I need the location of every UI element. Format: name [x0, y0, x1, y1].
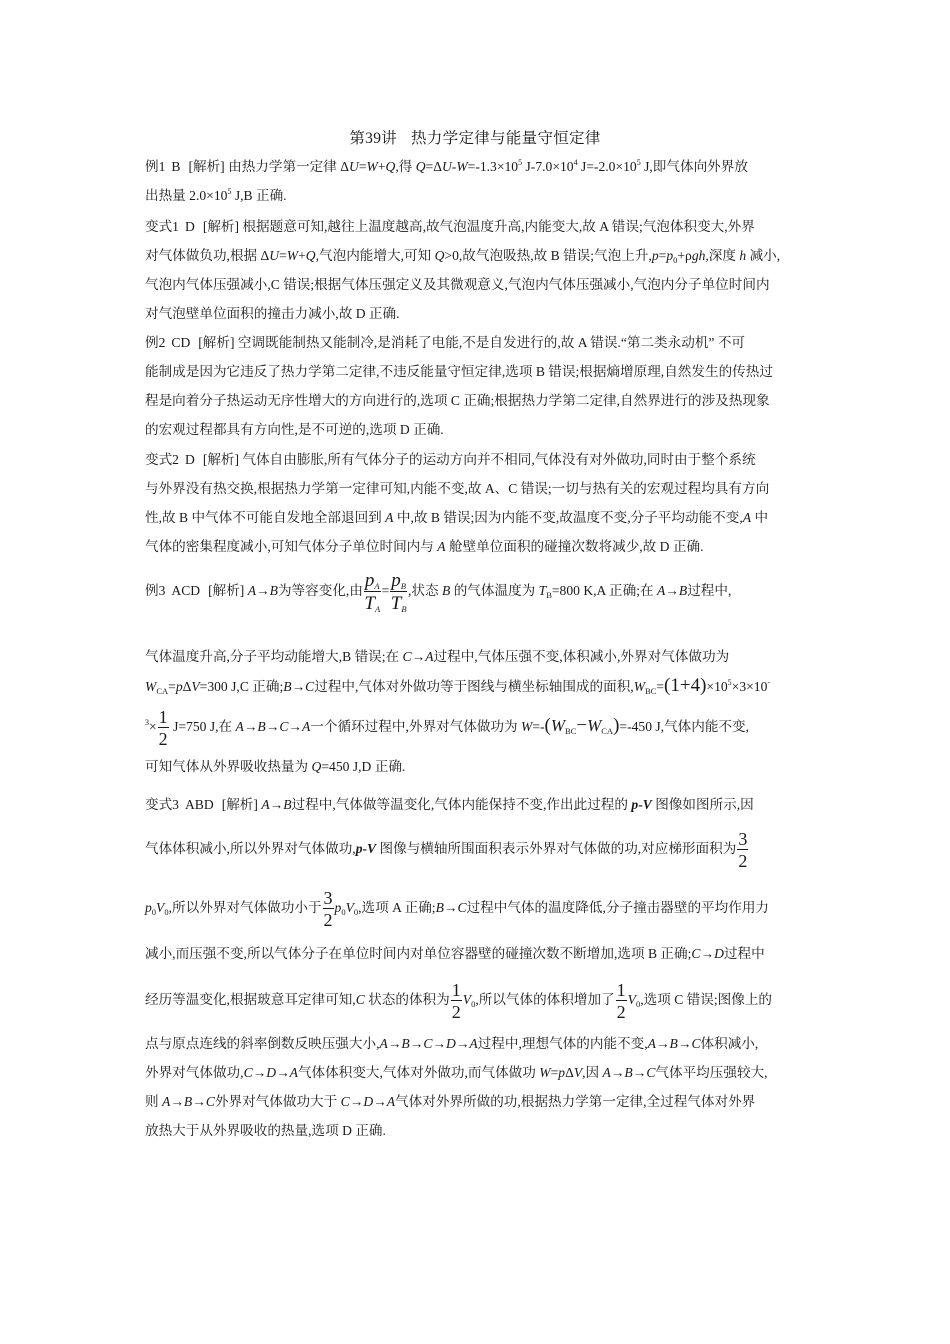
- text-fragment: J=750 J,在: [169, 719, 236, 734]
- text-fragment: p: [334, 900, 342, 915]
- text-fragment: →: [256, 583, 270, 598]
- text-fragment: V: [462, 992, 472, 1007]
- text-fragment: p: [355, 841, 363, 856]
- text-fragment: p: [145, 900, 152, 915]
- text-fragment: B: [401, 1036, 410, 1051]
- text-fragment: 3: [323, 887, 333, 908]
- text-fragment: =450 J,D 正确.: [321, 759, 406, 774]
- text-line: [145, 212, 805, 241]
- text-fragment: →: [243, 719, 258, 734]
- text-fragment: 气体平均压强较大,: [655, 1065, 768, 1080]
- text-fragment: C: [205, 1094, 215, 1109]
- text-fragment: A: [374, 580, 380, 591]
- text-fragment: 1+4: [670, 675, 701, 696]
- text-fragment: →: [700, 946, 715, 961]
- text-fragment: C: [355, 992, 365, 1007]
- page-title: [0, 126, 950, 148]
- text-fragment: p: [391, 569, 401, 591]
- text-line: [145, 474, 805, 503]
- text-fragment: C: [243, 1065, 253, 1080]
- text-fragment: A: [647, 1036, 656, 1051]
- text-fragment: =300 J,C 正确;: [199, 679, 284, 694]
- text-fragment: p: [666, 248, 674, 263]
- text-fragment: C: [646, 1065, 656, 1080]
- item-answer: CD: [171, 335, 191, 350]
- text-fragment: 一个循环过程中,外界对气体做功为: [310, 719, 521, 734]
- text-fragment: A: [235, 719, 244, 734]
- text-fragment: 2: [323, 909, 333, 930]
- text-fragment: 过程中,气体对外做功等于图线与横坐标轴围成的面积,: [314, 679, 634, 694]
- text-fragment: C: [691, 946, 701, 961]
- text-fragment: J=-2.0×10: [577, 159, 637, 174]
- text-fragment: A: [602, 1065, 611, 1080]
- text-fragment: A: [437, 539, 446, 554]
- variant-3: [145, 790, 805, 1145]
- text-line: [145, 532, 805, 561]
- text-fragment: 中: [751, 510, 769, 525]
- text-fragment: 1: [158, 706, 168, 727]
- text-fragment: →: [276, 1065, 290, 1080]
- text-fragment: ×: [149, 719, 157, 734]
- text-line: [145, 790, 805, 819]
- text-fragment: C: [691, 1036, 701, 1051]
- text-fragment: V: [627, 992, 636, 1007]
- text-fragment: 的宏观过程都具有方向性,是不可逆的,选项 D 正确.: [145, 422, 444, 437]
- text-fragment: 过程中,: [687, 583, 732, 598]
- item-label: 变式2: [145, 452, 179, 467]
- text-fragment: W: [456, 159, 468, 174]
- text-fragment: →: [288, 719, 302, 734]
- fraction-one-half: [616, 981, 627, 1021]
- text-fragment: BC: [645, 686, 657, 696]
- text-fragment: 5: [727, 678, 732, 687]
- item-label: 变式3: [145, 797, 179, 812]
- text-fragment: ,因: [582, 1065, 603, 1080]
- text-fragment: C: [279, 719, 289, 734]
- text-fragment: 的气体温度为: [450, 583, 539, 598]
- text-fragment: →: [349, 1094, 364, 1109]
- text-fragment: 5: [518, 158, 523, 167]
- text-fragment: [解析] 气体自由膨胀,所有气体分子的运动方向并不相同,气体没有对外做功,同时由于整个系统: [202, 452, 756, 467]
- text-fragment: −: [576, 715, 588, 736]
- text-fragment: B: [441, 583, 451, 598]
- text-line: $^3$× $\frac{1}{2}$ J=750 J,在 A→B→C→A一个循环过程中,外界对气体做功为 $W=-(W_{BC}-W_{CA})=-450$ J,气体内能不变,: [145, 706, 750, 749]
- text-fragment: ×3×10: [731, 679, 768, 694]
- fraction-one-half: [451, 981, 462, 1021]
- text-fragment: Q: [434, 248, 445, 263]
- text-fragment: =800 K,A 正确;在: [551, 583, 657, 598]
- text-fragment: 中,故 B 错误;因为内能不变,故温度不变,分子平均动能不变,: [393, 510, 743, 525]
- text-fragment: 气泡内气体压强减小,C 错误;根据气体压强定义及其微观意义,气泡内气体压强减小,气泡内分子单位时间内: [145, 277, 770, 292]
- text-fragment: p: [631, 797, 639, 812]
- text-fragment: 性,故 B 中气体不可能自发地全部退回到: [145, 510, 386, 525]
- text-fragment: >0,故气泡吸热,故 B 错误;气泡上升,: [444, 248, 652, 263]
- text-fragment: B: [283, 679, 292, 694]
- text-line: [145, 1058, 805, 1087]
- text-fragment: ,所以气体的体积增加了: [475, 992, 615, 1007]
- text-fragment: T: [364, 592, 375, 614]
- text-fragment: 对气泡壁单位面积的撞击力减小,故 D 正确.: [145, 306, 400, 321]
- text-line: [145, 568, 805, 614]
- text-fragment: [解析]: [208, 583, 248, 598]
- text-line: [145, 241, 805, 270]
- text-fragment: 0: [673, 255, 678, 265]
- item-answer: ABD: [184, 797, 214, 812]
- text-fragment: V: [345, 900, 354, 915]
- text-fragment: A: [385, 510, 394, 525]
- lecture-topic: 热力学定律与能量守恒定律: [411, 130, 601, 147]
- text-fragment: =-: [532, 719, 545, 734]
- text-fragment: 减小,: [746, 248, 781, 263]
- text-fragment: =Δ: [425, 159, 442, 174]
- text-fragment: 放热大于从外界吸收的热量,选项 D 正确.: [145, 1123, 386, 1138]
- text-fragment: W: [366, 159, 378, 174]
- text-fragment: =-1.3×10: [467, 159, 519, 174]
- text-fragment: →: [170, 1094, 184, 1109]
- text-fragment: W: [539, 1065, 551, 1080]
- item-answer: B: [171, 159, 181, 174]
- text-fragment: 0: [164, 907, 169, 917]
- text-fragment: =-450 J,气体内能不变,: [619, 719, 750, 734]
- fraction-one-half: [158, 708, 169, 748]
- text-fragment: 出热量 2.0×10: [145, 188, 228, 203]
- text-fragment: 可知气体从外界吸收热量为: [145, 759, 312, 774]
- example-3-continued: [145, 642, 805, 781]
- example-3: [145, 568, 805, 614]
- text-fragment: B: [269, 583, 278, 598]
- text-fragment: ,选项 A 正确;: [358, 900, 436, 915]
- text-line: [145, 879, 805, 937]
- text-fragment: CA: [156, 686, 169, 696]
- fraction-pb-tb: [390, 571, 407, 613]
- text-fragment: B: [401, 603, 407, 614]
- text-fragment: V: [642, 797, 652, 812]
- text-fragment: B: [183, 1094, 193, 1109]
- item-label: 例2: [145, 335, 166, 350]
- text-line: [145, 752, 805, 781]
- text-fragment: A: [374, 603, 381, 614]
- text-fragment: =: [550, 1065, 559, 1080]
- text-fragment: [解析]: [221, 797, 262, 812]
- text-fragment: 气体的密集程度减小,可知气体分子单位时间内与: [145, 539, 438, 554]
- text-fragment: C: [402, 649, 412, 664]
- text-line: [145, 386, 805, 415]
- text-fragment: V: [367, 841, 377, 856]
- variant-2: [145, 445, 805, 561]
- text-fragment: [解析] 由热力学第一定律 Δ: [188, 159, 349, 174]
- text-line: [145, 1029, 805, 1058]
- text-fragment: 对气体做负功,根据 Δ: [145, 248, 270, 263]
- text-fragment: A: [656, 583, 666, 598]
- text-fragment: J,即气体向外界放: [640, 159, 748, 174]
- text-line: [145, 270, 805, 299]
- text-fragment: 与外界没有热交换,根据热力学第一定律可知,内能不变,故 A、C 错误;一切与热有关的宏观过程均具有方向: [145, 481, 770, 496]
- text-fragment: +: [377, 159, 386, 174]
- text-fragment: →: [411, 649, 426, 664]
- text-line: [145, 357, 805, 386]
- text-fragment: p: [364, 569, 375, 591]
- text-fragment: 为等容变化,由: [277, 583, 363, 598]
- text-fragment: →: [443, 900, 458, 915]
- text-fragment: =: [168, 679, 176, 694]
- text-fragment: 外界对气体做功,: [145, 1065, 244, 1080]
- text-fragment: A: [425, 649, 434, 664]
- text-fragment: -: [362, 841, 368, 856]
- text-fragment: A: [386, 1094, 396, 1109]
- text-fragment: 图像如图所示,因: [651, 797, 754, 812]
- text-fragment: U: [349, 159, 359, 174]
- text-fragment: D: [266, 1065, 277, 1080]
- text-fragment: 3: [145, 718, 149, 727]
- text-fragment: A: [261, 797, 270, 812]
- text-line: [145, 1087, 805, 1116]
- text-fragment: ,状态: [408, 583, 442, 598]
- text-line: [145, 415, 805, 444]
- text-line: [145, 819, 805, 879]
- text-fragment: ,选项 C 错误;图像上的: [640, 992, 773, 1007]
- text-line: [145, 1116, 805, 1145]
- text-fragment: A: [301, 719, 311, 734]
- text-fragment: 5: [227, 187, 232, 196]
- text-fragment: V: [156, 900, 165, 915]
- text-fragment: 0: [471, 999, 476, 1009]
- text-line: [145, 152, 805, 181]
- text-fragment: B: [435, 900, 444, 915]
- text-fragment: 1: [451, 979, 461, 1000]
- text-fragment: A: [742, 510, 752, 525]
- text-fragment: 0: [353, 907, 359, 917]
- text-fragment: →: [373, 1094, 387, 1109]
- text-fragment: 过程中,气体压强不变,体积减小,外界对气体做功为: [433, 649, 730, 664]
- text-fragment: [解析] 空调既能制热又能制冷,是消耗了电能,不是自发进行的,故 A 错误.“第二类永动机” 不可: [198, 335, 746, 350]
- text-fragment: →: [192, 1094, 206, 1109]
- text-fragment: 图像与横轴所围面积表示外界对气体做的功,对应梯形面积为: [376, 841, 737, 856]
- fraction-three-halves: [737, 830, 748, 870]
- text-fragment: 状态的体积为: [364, 992, 450, 1007]
- item-answer: D: [184, 452, 195, 467]
- text-fragment: →: [655, 1036, 670, 1051]
- text-fragment: =: [656, 679, 665, 694]
- text-fragment: B: [546, 590, 552, 600]
- text-fragment: ×10: [706, 679, 728, 694]
- text-fragment: 过程中气体的温度降低,分子撞击器壁的平均作用力: [466, 900, 770, 915]
- text-fragment: 点与原点连线的斜率倒数反映压强大小,: [145, 1036, 380, 1051]
- text-fragment: 体积减小,: [700, 1036, 759, 1051]
- text-fragment: T: [538, 583, 547, 598]
- text-line: [145, 181, 805, 210]
- text-fragment: D: [714, 946, 724, 961]
- text-fragment: ,得: [395, 159, 416, 174]
- text-fragment: 2: [158, 728, 168, 749]
- text-fragment: 5: [636, 158, 641, 167]
- text-fragment: →: [265, 719, 280, 734]
- text-fragment: 过程中,气体做等温变化,气体内能保持不变,作出此过程的: [291, 797, 632, 812]
- text-fragment: C: [423, 1036, 433, 1051]
- text-fragment: 经历等温变化,根据玻意耳定律可知,: [145, 992, 356, 1007]
- text-fragment: h: [739, 248, 747, 263]
- text-fragment: gh: [691, 248, 706, 263]
- text-fragment: 气体对外界所做的功,根据热力学第一定律,全过程气体对外界: [395, 1094, 756, 1109]
- text-fragment: →: [610, 1065, 625, 1080]
- text-fragment: Q: [385, 159, 396, 174]
- text-line: [145, 503, 805, 532]
- text-fragment: U: [441, 159, 452, 174]
- text-fragment: =: [381, 583, 390, 598]
- text-fragment: W: [521, 719, 533, 734]
- text-fragment: C: [457, 900, 467, 915]
- text-fragment: →: [269, 797, 284, 812]
- text-fragment: →: [677, 1036, 692, 1051]
- text-fragment: 过程中,理想气体的内能不变,: [477, 1036, 648, 1051]
- text-fragment: BC: [565, 726, 577, 736]
- text-fragment: W: [587, 716, 602, 735]
- text-fragment: A: [379, 1036, 388, 1051]
- text-fragment: V: [191, 679, 200, 694]
- text-fragment: 程是向着分子热运动无序性增大的方向进行的,选项 C 正确;根据热力学第二定律,自然界进行的涉及热现象: [145, 393, 770, 408]
- text-fragment: 2: [451, 1001, 461, 1022]
- text-fragment: 外界对气体做功大于: [214, 1094, 341, 1109]
- text-fragment: C: [305, 679, 315, 694]
- text-line: $W_{CA}=p\Delta V=300$ J,C 正确;B→C过程中,气体对外做功等于图线与横坐标轴围成的面积$,W_{BC}=(1+4)\times 10^5\times 3\times 10^-$: [145, 675, 771, 696]
- text-fragment: 0: [635, 999, 641, 1009]
- text-fragment: A: [469, 1036, 478, 1051]
- text-line: [145, 971, 805, 1029]
- text-fragment: →: [387, 1036, 402, 1051]
- text-fragment: 3: [738, 828, 748, 849]
- text-fragment: U: [269, 248, 280, 263]
- text-fragment: J-7.0×10: [522, 159, 574, 174]
- text-fragment: →: [665, 583, 679, 598]
- text-fragment: p: [651, 248, 659, 263]
- text-fragment: 舱壁单位面积的碰撞次数将减少,故 D 正确.: [445, 539, 704, 554]
- fraction-three-halves: [323, 889, 334, 929]
- text-fragment: B: [624, 1065, 633, 1080]
- item-answer: D: [184, 219, 195, 234]
- text-fragment: 气体温度升高,分子平均动能增大,B 错误;在: [145, 649, 403, 664]
- text-fragment: B: [678, 583, 688, 598]
- text-line: [145, 445, 805, 474]
- text-fragment: 4: [573, 158, 578, 167]
- text-fragment: 气体体积变大,气体对外做功,而气体做功: [297, 1065, 540, 1080]
- text-fragment: A: [247, 583, 257, 598]
- text-fragment: 气体体积减小,所以外界对气体做功,: [145, 841, 356, 856]
- text-fragment: [解析] 根据题意可知,越往上温度越高,故气泡温度升高,内能变大,故 A 错误;气泡体积变大,外界: [202, 219, 755, 234]
- text-line: [145, 299, 805, 328]
- item-label: 例1: [145, 159, 166, 174]
- text-fragment: Q: [305, 248, 316, 263]
- text-fragment: ,所以外界对气体做功小于: [168, 900, 322, 915]
- text-fragment: 能制成是因为它违反了热力学第二定律,不违反能量守恒定律,选项 B 错误;根据熵增原理,自然发生的传热过: [145, 364, 773, 379]
- text-fragment: A: [162, 1094, 171, 1109]
- lecture-number: 第39讲: [349, 130, 398, 147]
- text-fragment: p: [175, 679, 183, 694]
- text-fragment: Q: [311, 759, 322, 774]
- text-fragment: B: [669, 1036, 678, 1051]
- text-fragment: →: [632, 1065, 647, 1080]
- text-fragment: →: [455, 1036, 470, 1051]
- example-2: [145, 328, 805, 444]
- text-fragment: →: [409, 1036, 424, 1051]
- text-fragment: =: [279, 248, 287, 263]
- text-fragment: p: [558, 1065, 566, 1080]
- text-fragment: 2: [738, 850, 748, 871]
- text-fragment: B: [257, 719, 266, 734]
- text-line: [145, 937, 805, 971]
- text-fragment: -: [767, 678, 771, 687]
- text-fragment: W: [633, 679, 646, 694]
- text-fragment: →: [252, 1065, 267, 1080]
- text-fragment: =: [358, 159, 367, 174]
- text-fragment: B: [283, 797, 292, 812]
- text-fragment: 1: [616, 979, 626, 1000]
- text-fragment: V: [573, 1065, 583, 1080]
- text-fragment: 则: [145, 1094, 162, 1109]
- fraction-pa-ta: [364, 571, 381, 613]
- text-fragment: 0: [151, 907, 157, 917]
- text-fragment: 0: [341, 907, 346, 917]
- text-fragment: W: [286, 248, 299, 263]
- text-fragment: -: [451, 159, 457, 174]
- text-fragment: C: [340, 1094, 350, 1109]
- text-fragment: Δ: [182, 679, 192, 694]
- text-fragment: D: [363, 1094, 374, 1109]
- text-fragment: =: [658, 248, 667, 263]
- text-fragment: 过程中: [723, 946, 765, 961]
- text-fragment: +ρ: [677, 248, 692, 263]
- text-fragment: T: [390, 592, 402, 614]
- text-fragment: B: [400, 580, 406, 591]
- text-fragment: W: [145, 679, 157, 694]
- text-fragment: CA: [601, 726, 614, 736]
- text-fragment: Q: [415, 159, 426, 174]
- variant-1: [145, 212, 805, 328]
- item-label: 例3: [145, 583, 166, 598]
- text-fragment: +: [298, 248, 306, 263]
- text-fragment: A: [289, 1065, 298, 1080]
- text-fragment: 减小,而压强不变,所以气体分子在单位时间内对单位容器壁的碰撞次数不断增加,选项 B 正确;: [145, 946, 692, 961]
- text-fragment: D: [445, 1036, 456, 1051]
- text-fragment: J,B 正确.: [231, 188, 287, 203]
- item-answer: ACD: [171, 583, 201, 598]
- item-label: 变式1: [145, 219, 179, 234]
- text-fragment: ,气泡内能增大,可知: [315, 248, 435, 263]
- text-fragment: →: [432, 1036, 446, 1051]
- text-fragment: 2: [616, 1001, 626, 1022]
- text-fragment: ,深度: [705, 248, 740, 263]
- text-line: [145, 642, 805, 671]
- text-fragment: Δ: [565, 1065, 574, 1080]
- text-fragment: →: [291, 679, 306, 694]
- text-fragment: W: [550, 716, 566, 735]
- text-line: [145, 328, 805, 357]
- example-1: [145, 152, 805, 210]
- text-fragment: -: [638, 797, 643, 812]
